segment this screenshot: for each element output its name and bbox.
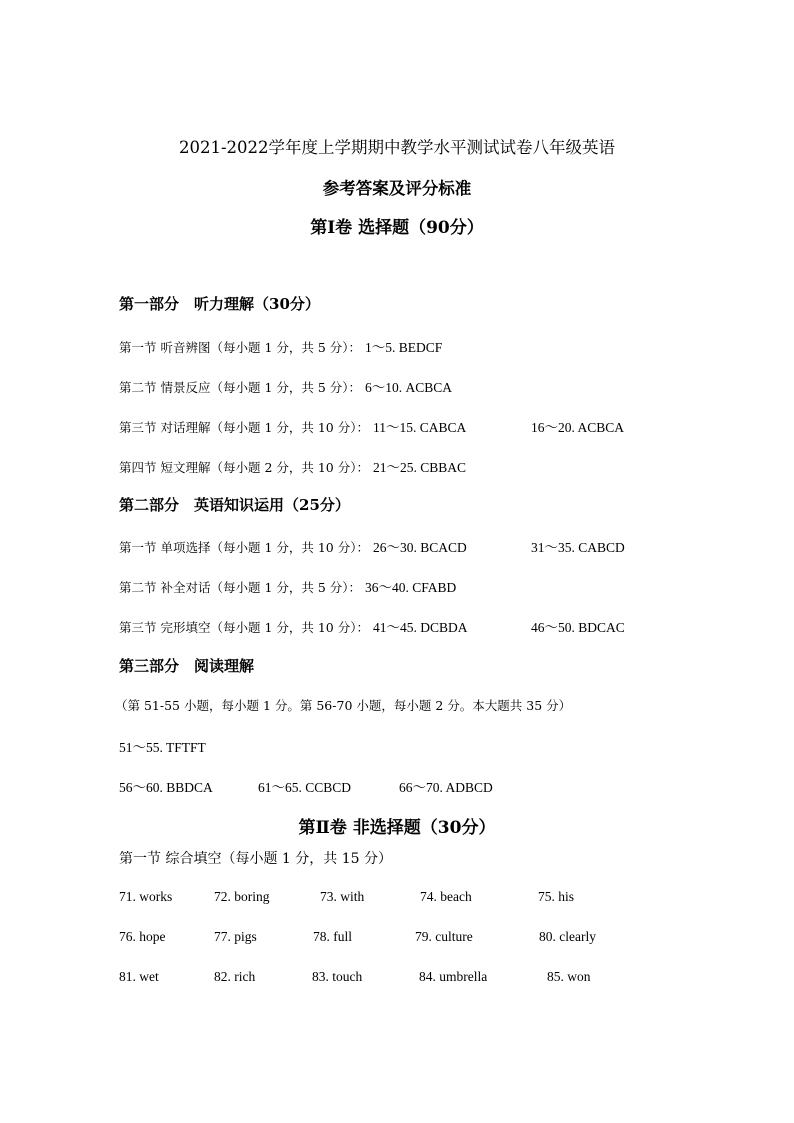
fill-answer: 85. won xyxy=(547,969,591,984)
section-label: 第二节 情景反应（每小题 1 分，共 5 分）： xyxy=(119,380,362,395)
part1-section4 xyxy=(119,456,466,476)
answer-group: 66～70. ADBCD xyxy=(399,780,493,795)
fill-answer: 75. his xyxy=(538,889,575,904)
document-subtitle: 参考答案及评分标准 xyxy=(322,179,472,198)
part1-section2 xyxy=(119,376,452,396)
fill-answer: 83. touch xyxy=(312,969,363,984)
answer-group: 61～65. CCBCD xyxy=(258,780,352,795)
answer-group: 36～40. CFABD xyxy=(365,580,457,595)
fill-answer: 84. umbrella xyxy=(419,969,488,984)
section-label: 第一节 单项选择（每小题 1 分，共 10 分）： xyxy=(119,540,369,555)
fill-answer: 81. wet xyxy=(119,969,159,984)
fill-answer: 71. works xyxy=(119,889,173,904)
fill-answer: 73. with xyxy=(320,889,365,904)
document-title: 2021-2022学年度上学期期中教学水平测试试卷八年级英语 xyxy=(178,138,616,157)
part1-heading: 第一部分 听力理解（30分） xyxy=(119,295,320,313)
answer-group: 1～5. BEDCF xyxy=(365,340,443,355)
answer-group: 21～25. CBBAC xyxy=(372,460,466,475)
section-label: 第二节 补全对话（每小题 1 分，共 5 分）： xyxy=(119,580,362,595)
part1-section1 xyxy=(119,336,442,356)
section-label: 第一节 听音辨图（每小题 1 分，共 5 分）： xyxy=(119,340,362,355)
answer-group: 51～55. TFTFT xyxy=(119,740,206,755)
part2-section2 xyxy=(119,576,456,596)
answer-group: 46～50. BDCAC xyxy=(531,620,625,635)
section-label: 第三节 对话理解（每小题 1 分，共 10 分）： xyxy=(119,420,369,435)
volume2-title: 第Ⅱ卷 非选择题（30分） xyxy=(298,818,496,838)
section-label: 第三节 完形填空（每小题 1 分，共 10 分）： xyxy=(119,620,369,635)
answer-group: 56～60. BBDCA xyxy=(119,780,213,795)
answer-group: 16～20. ACBCA xyxy=(531,420,625,435)
answer-group: 11～15. CABCA xyxy=(372,420,467,435)
part3-note: （第 51-55 小题，每小题 1 分。第 56-70 小题，每小题 2 分。本大题共 35 分） xyxy=(115,698,572,713)
part2-heading: 第二部分 英语知识运用（25分） xyxy=(119,496,350,514)
fill-answer: 80. clearly xyxy=(539,929,596,944)
part1-section3 xyxy=(119,416,466,436)
part3-heading: 第三部分 阅读理解 xyxy=(119,657,255,675)
part2-section1 xyxy=(119,536,467,556)
fill-answer: 79. culture xyxy=(415,929,473,944)
fill-answer: 76. hope xyxy=(119,929,166,944)
fill-answer: 82. rich xyxy=(214,969,256,984)
section-label: 第四节 短文理解（每小题 2 分，共 10 分）： xyxy=(119,460,369,475)
volume2-section1: 第一节 综合填空（每小题 1 分，共 15 分） xyxy=(119,851,392,867)
part2-section3 xyxy=(119,616,467,636)
answer-group: 26～30. BCACD xyxy=(372,540,467,555)
volume1-title: 第Ⅰ卷 选择题（90分） xyxy=(310,218,484,238)
fill-answer: 77. pigs xyxy=(214,929,257,944)
answer-group: 41～45. DCBDA xyxy=(372,620,468,635)
answer-group: 31～35. CABCD xyxy=(531,540,625,555)
fill-answer: 78. full xyxy=(313,929,352,944)
fill-answer: 74. beach xyxy=(420,889,472,904)
answer-group: 6～10. ACBCA xyxy=(365,380,453,395)
fill-answer: 72. boring xyxy=(214,889,270,904)
